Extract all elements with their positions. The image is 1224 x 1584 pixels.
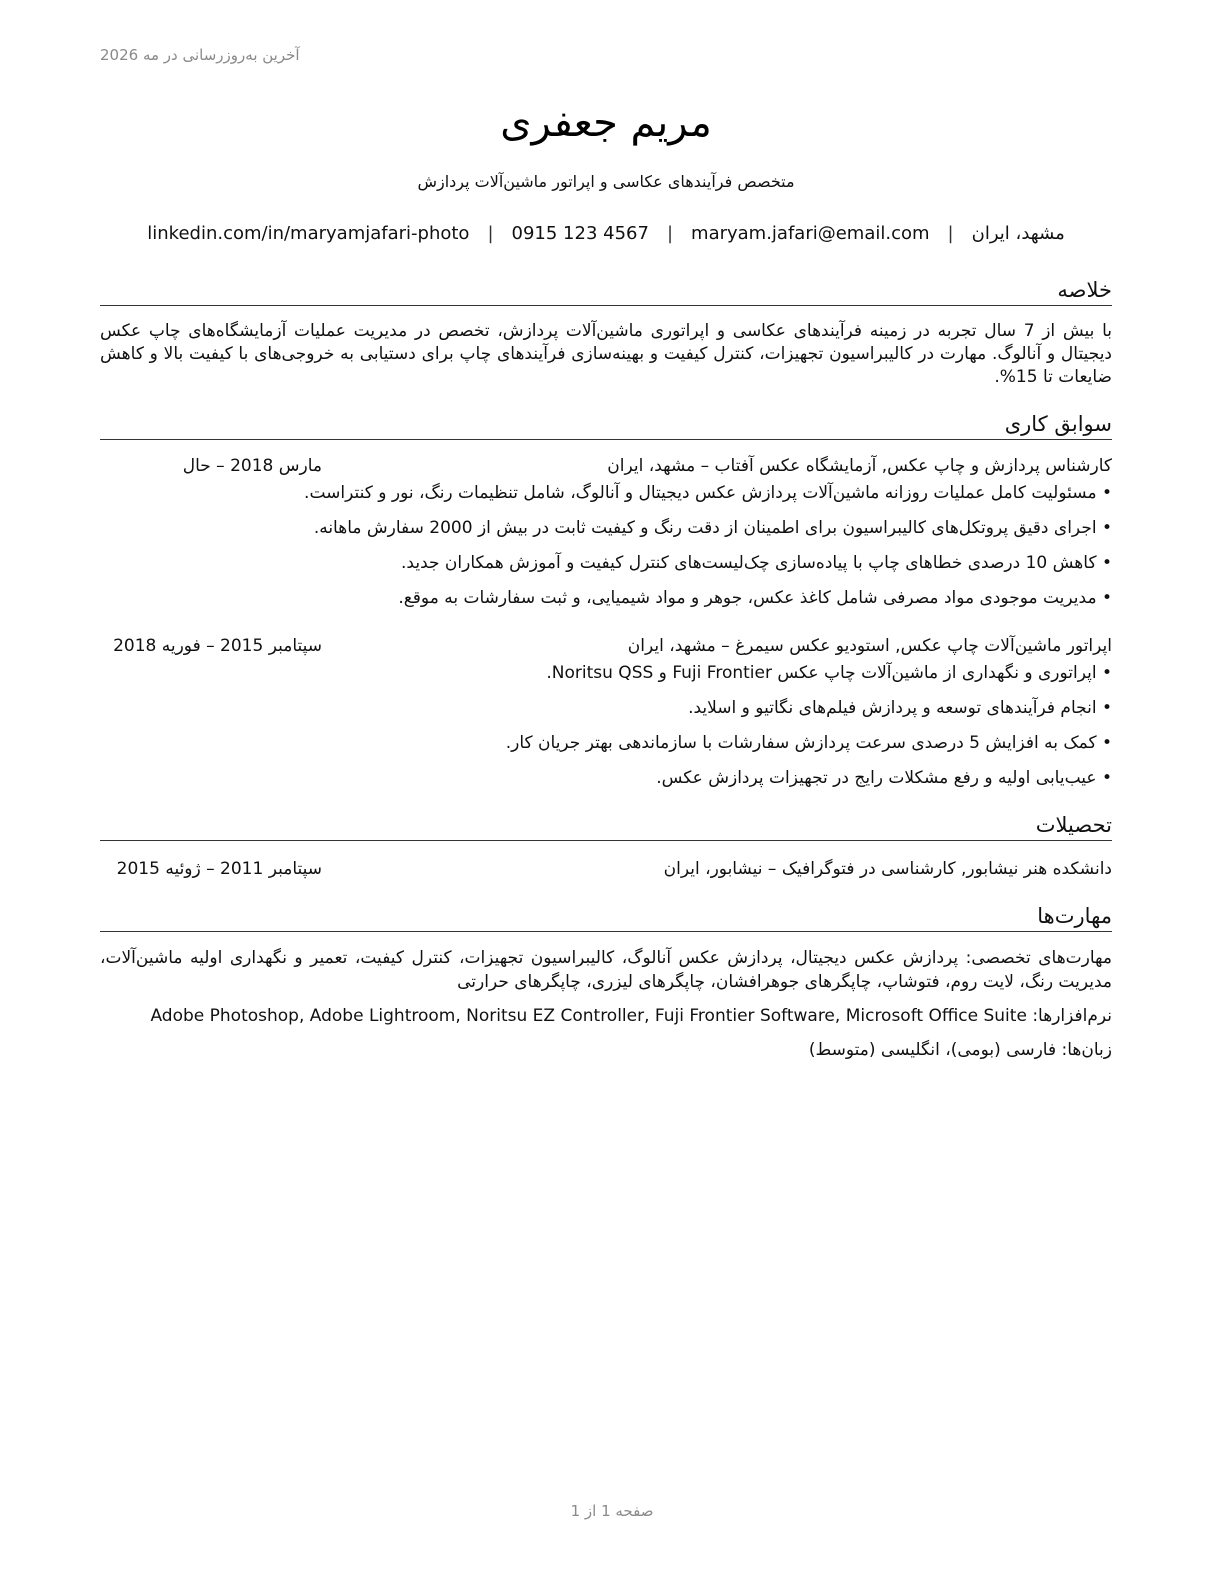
education-dates: سپتامبر 2011 – ژوئیه 2015 xyxy=(116,859,322,879)
contact-phone: 0915 123 4567 xyxy=(511,223,649,244)
contact-bar xyxy=(100,221,1112,247)
job-bullet: • کاهش 10 درصدی خطاهای چاپ با پیاده‌سازی چک‌لیست‌های کنترل کیفیت و آموزش همکاران جدید. xyxy=(100,552,1112,575)
education-institution: دانشکده هنر نیشابور, کارشناسی در فتوگرافیک – نیشابور، ایران xyxy=(663,859,1112,879)
job-bullet: • مسئولیت کامل عملیات روزانه ماشین‌آلات پردازش عکس دیجیتال و آنالوگ، شامل تنظیمات رنگ، نور و کنتراست. xyxy=(100,482,1112,505)
job-dates: سپتامبر 2015 – فوریه 2018 xyxy=(113,636,322,656)
job-bullet: • مدیریت موجودی مواد مصرفی شامل کاغذ عکس، جوهر و مواد شیمیایی، و ثبت سفارشات به موقع. xyxy=(100,587,1112,610)
candidate-name: مریم جعفری xyxy=(500,100,712,146)
contact-separator: | xyxy=(487,223,494,244)
resume-page xyxy=(100,95,1112,1062)
job-bullet: • اجرای دقیق پروتکل‌های کالیبراسیون برای اطمینان از دقت رنگ و کیفیت ثابت در بیش از 2000 سفارش ماهانه. xyxy=(100,517,1112,540)
job-header xyxy=(100,634,1112,658)
job-entry xyxy=(100,634,1112,790)
skills-heading: مهارت‌ها xyxy=(100,903,1112,932)
contact-email[interactable]: maryam.jafari@email.com xyxy=(691,223,930,244)
job-bullet: • کمک به افزایش 5 درصدی سرعت پردازش سفارشات با سازماندهی بهتر جریان کار. xyxy=(100,732,1112,755)
skills-software-list: Adobe Photoshop, Adobe Lightroom, Noritsu EZ Controller, Fuji Frontier Software, Microsoft Office Suite xyxy=(150,1006,1027,1026)
skills-languages: زبان‌ها: فارسی (بومی)، انگلیسی (متوسط) xyxy=(808,1040,1112,1060)
summary-text: با بیش از 7 سال تجربه در زمینه فرآیندهای عکاسی و اپراتوری ماشین‌آلات پردازش، تخصص در مدیریت عملیات آزمایشگاه‌های چاپ عکس دیجیتال و آنالوگ. مهارت در کالیبراسیون تجهیزات، کنترل کیفیت و بهینه‌سازی فرآیندهای چاپ برای دستیابی به خروجی‌های با کیفیت بالا و کاهش ضایعات تا 15%. xyxy=(100,321,1112,387)
job-bullets xyxy=(100,482,1112,610)
job-bullet: • اپراتوری و نگهداری از ماشین‌آلات چاپ عکس Fuji Frontier و Noritsu QSS. xyxy=(100,662,1112,685)
job-dates: مارس 2018 – حال xyxy=(182,456,322,476)
job-entry xyxy=(100,454,1112,610)
job-title: اپراتور ماشین‌آلات چاپ عکس, استودیو عکس سیمرغ – مشهد، ایران xyxy=(627,636,1112,656)
contact-separator: | xyxy=(666,223,674,244)
job-header xyxy=(100,454,1112,478)
candidate-subtitle: متخصص فرآیندهای عکاسی و اپراتور ماشین‌آلات پردازش xyxy=(417,172,795,191)
job-bullets xyxy=(100,662,1112,790)
page-number: صفحه 1 از 1 xyxy=(570,1502,654,1520)
job-bullet: • عیب‌یابی اولیه و رفع مشکلات رایج در تجهیزات پردازش عکس. xyxy=(100,767,1112,790)
summary-heading: خلاصه xyxy=(100,277,1112,306)
last-updated-note: آخرین به‌روزرسانی در مه 2026 xyxy=(100,46,300,64)
experience-heading: سوابق کاری xyxy=(100,411,1112,440)
job-title: کارشناس پردازش و چاپ عکس, آزمایشگاه عکس آفتاب – مشهد، ایران xyxy=(607,456,1112,476)
contact-linkedin[interactable]: linkedin.com/in/maryamjafari-photo xyxy=(147,223,470,244)
job-bullet: • انجام فرآیندهای توسعه و پردازش فیلم‌های نگاتیو و اسلاید. xyxy=(100,697,1112,720)
education-heading: تحصیلات xyxy=(100,812,1112,841)
education-entry xyxy=(100,857,1112,881)
contact-location: مشهد، ایران xyxy=(971,223,1065,244)
skills-software xyxy=(100,1004,1112,1028)
contact-separator: | xyxy=(947,223,954,244)
skills-specialized: مهارت‌های تخصصی: پردازش عکس دیجیتال، پردازش عکس آنالوگ، کالیبراسیون تجهیزات، کنترل کیفیت، تعمیر و نگهداری اولیه ماشین‌آلات، مدیریت رنگ، لایت روم، فتوشاپ، چاپگرهای جوهرافشان، چاپگرهای لیزری، چاپگرهای حرارتی xyxy=(100,948,1112,992)
skills-software-label: نرم‌افزارها: xyxy=(1032,1006,1112,1026)
